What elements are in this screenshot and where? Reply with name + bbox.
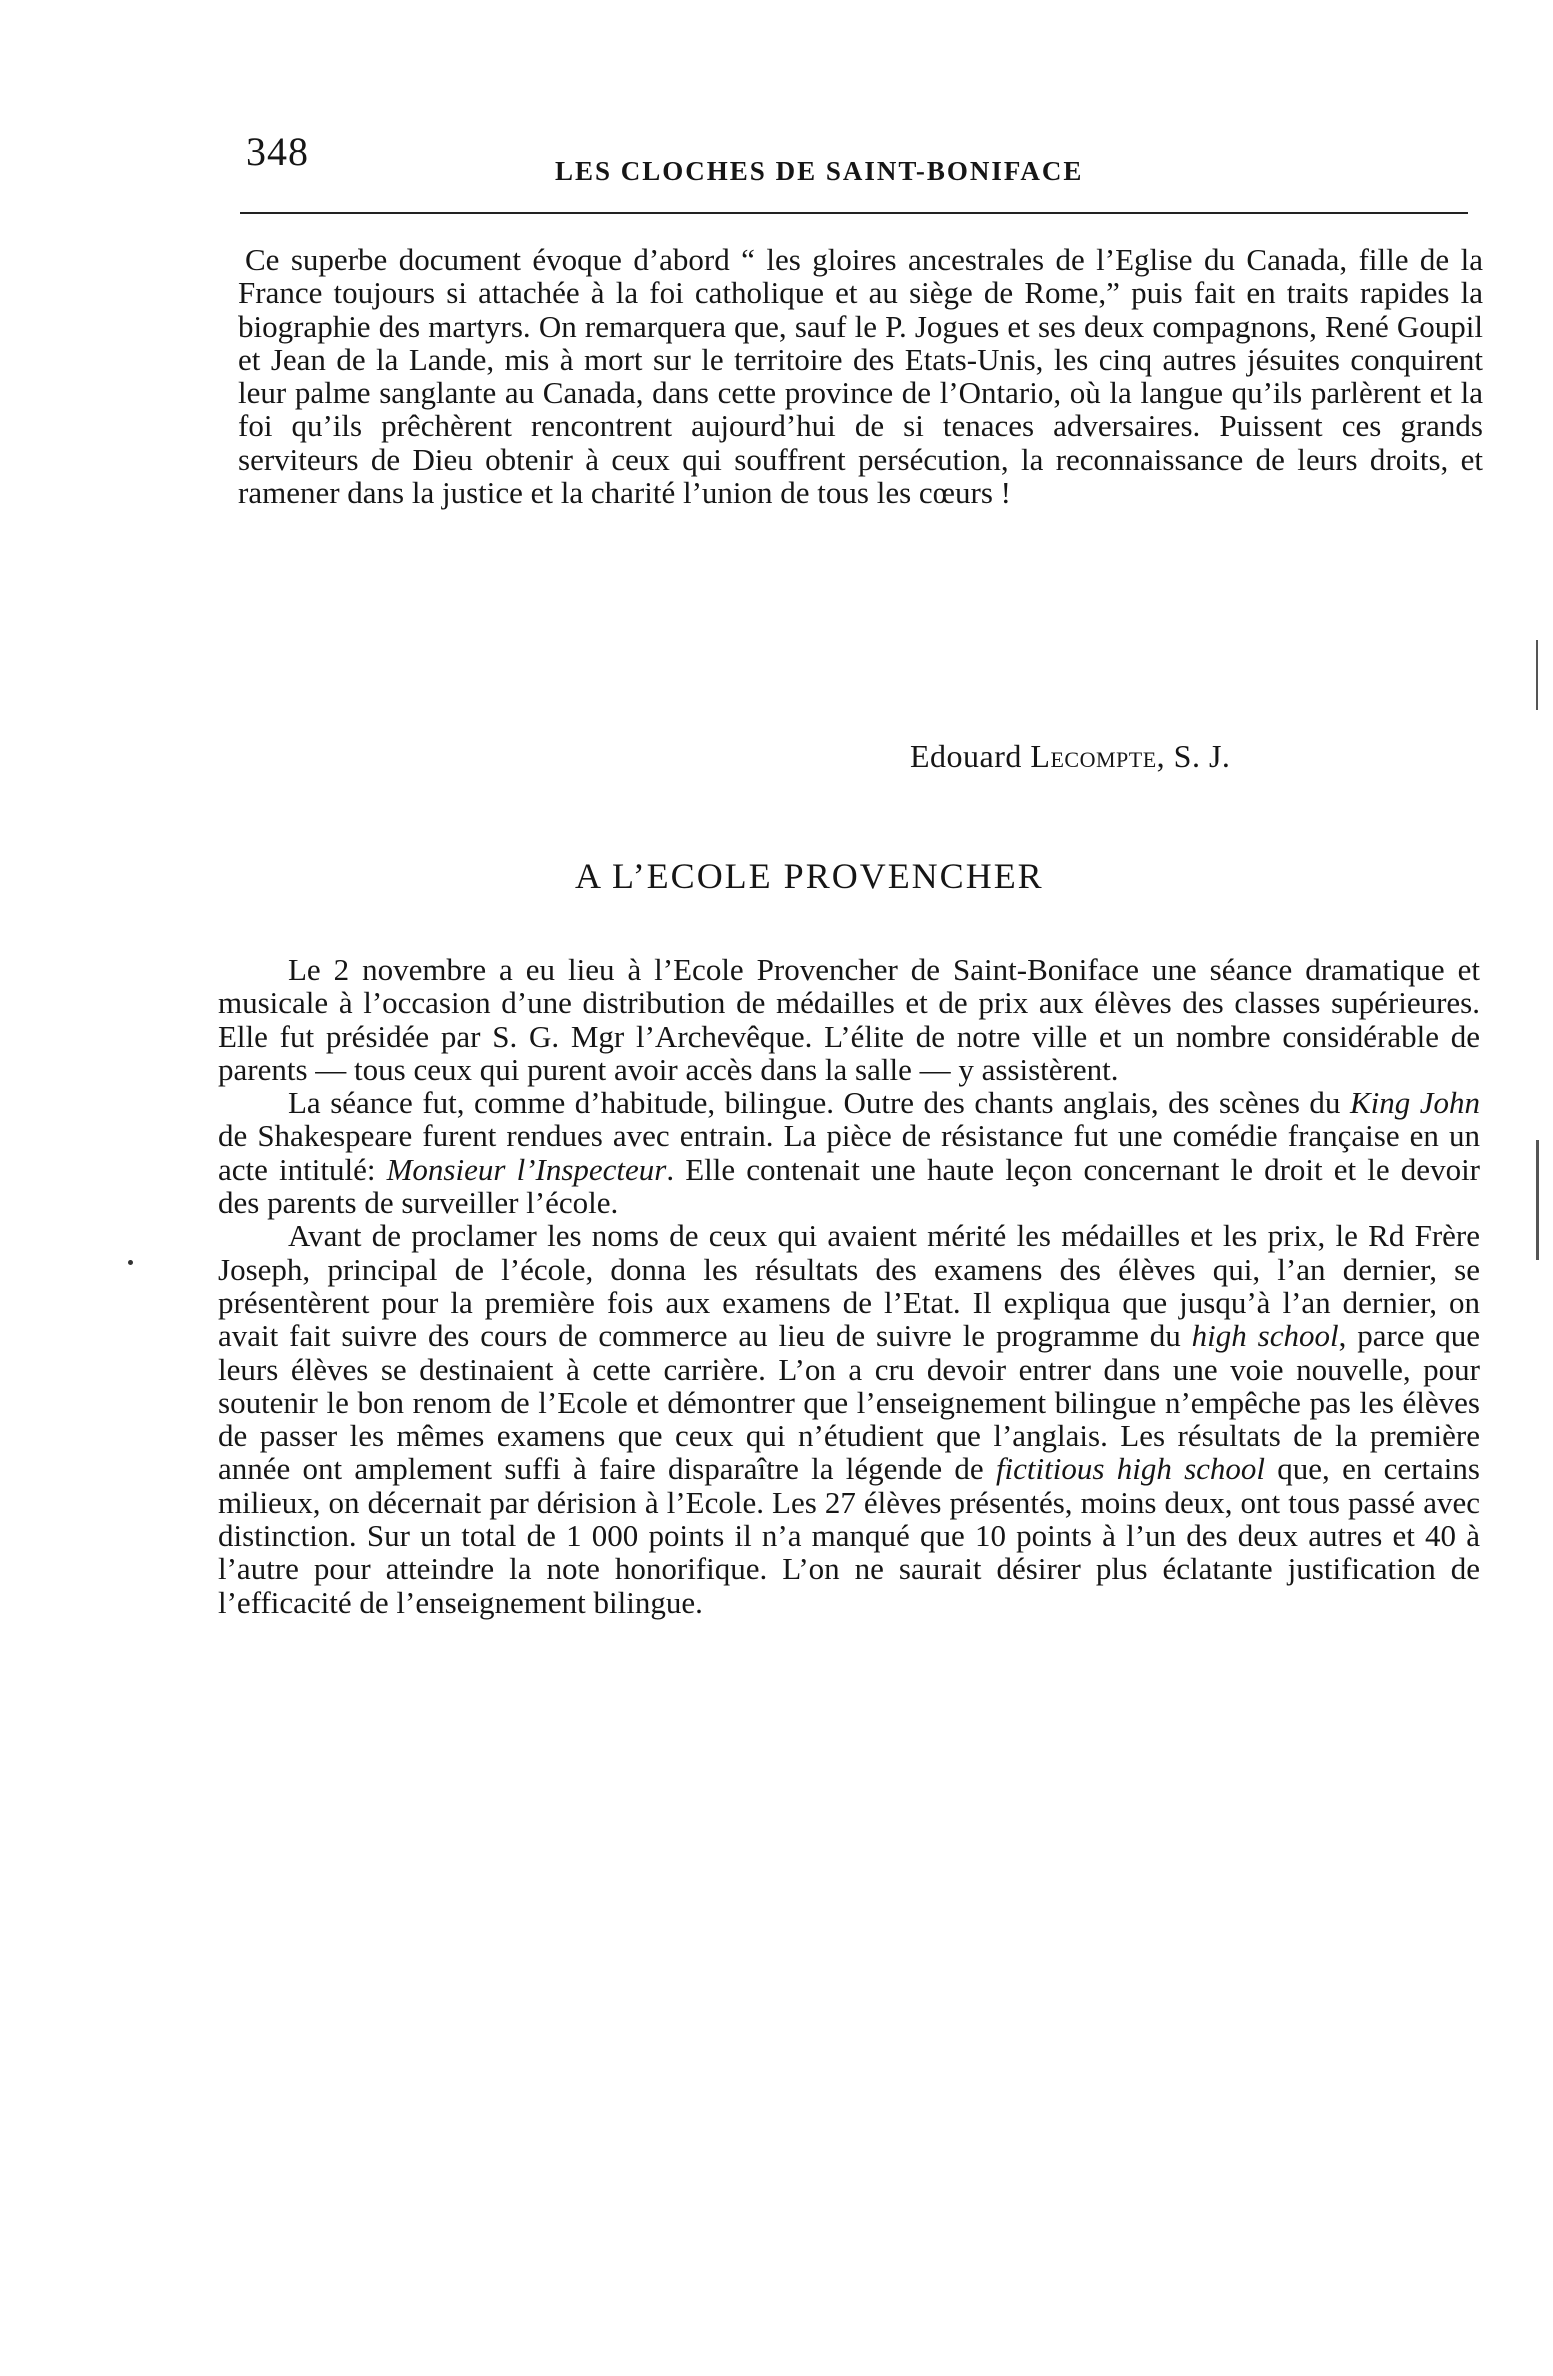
- play-title-king-john: King John: [1349, 1085, 1480, 1121]
- scan-edge-mark: [1536, 640, 1538, 710]
- article-two: [218, 953, 1480, 1619]
- signature-suffix: , S. J.: [1156, 738, 1231, 774]
- play-title-monsieur-inspecteur: Monsieur l’Inspecteur: [386, 1151, 667, 1187]
- section-title: A L’ECOLE PROVENCHER: [575, 856, 1044, 896]
- paragraph-2-text-2: de Shakespeare furent rendues avec entrain. La pièce de résistance fut une comédie française en un acte intitulé:: [218, 1118, 1480, 1187]
- italic-high-school: high school: [1191, 1318, 1339, 1354]
- page-number: 348: [246, 129, 309, 174]
- italic-fictitious-high-school: fictitious high school: [995, 1451, 1266, 1487]
- paragraph-2-text-1: La séance fut, comme d’habitude, bilingue. Outre des chants anglais, des scènes du: [288, 1085, 1350, 1121]
- paragraph-3-text-2: , parce que leurs élèves se destinaient à cette carrière. L’on a cru devoir entrer dans une voie nouvelle, pour soutenir le bon renom de l’Ecole et démontrer que l’enseignement bilingue n’empêche pas les élèves de passer les mêmes examens que ceux qui n’étudient que l’anglais. Les résultats de la première année ont amplement suffi à faire disparaître la légende de: [218, 1318, 1480, 1487]
- article-one: [238, 243, 1483, 509]
- article-two-paragraph-1: Le 2 novembre a eu lieu à l’Ecole Provencher de Saint-Boniface une séance dramatique et musicale à l’occasion d’une distribution de médailles et de prix aux élèves des classes supérieures. Elle fut présidée par S. G. Mgr l’Archevêque. L’élite de notre ville et un nombre considérable de parents — tous ceux qui purent avoir accès dans la salle — y assistèrent.: [218, 952, 1480, 1087]
- signature-first-name: Edouard: [910, 738, 1022, 774]
- signature-last-name: Lecompte: [1030, 738, 1157, 774]
- scan-speck: [128, 1260, 133, 1265]
- author-signature: [910, 738, 1230, 775]
- paragraph-3-text-1: Avant de proclamer les noms de ceux qui avaient mérité les médailles et les prix, le Rd Frère Joseph, principal de l’école, donna les résultats des examens des élèves qui, l’an dernier, se présentèrent pour la première fois aux examens de l’Etat. Il expliqua que jusqu’à l’an dernier, on avait fait suivre des cours de commerce au lieu de suivre le programme du: [218, 1218, 1480, 1354]
- paragraph-2-text-3: . Elle contenait une haute leçon concernant le droit et le devoir des parents de surveiller l’école.: [218, 1151, 1480, 1221]
- article-two-paragraph-3: [218, 1219, 1480, 1619]
- article-two-paragraph-2: [218, 1086, 1480, 1219]
- header-rule: [240, 212, 1468, 214]
- paragraph-3-text-3: que, en certains milieux, on décernait par dérision à l’Ecole. Les 27 élèves présentés, moins deux, ont tous passé avec distinction. Sur un total de 1 000 points il n’a manqué que 10 points à l’un des deux autres et 40 à l’autre pour atteindre la note honorifique. L’on ne saurait désirer plus éclatante justification de l’efficacité de l’enseignement bilingue.: [218, 1451, 1480, 1620]
- article-one-paragraph: Ce superbe document évoque d’abord “ les gloires ancestrales de l’Eglise du Canada, fille de la France toujours si attachée à la foi catholique et au siège de Rome,” puis fait en traits rapides la biographie des martyrs. On remarquera que, sauf le P. Jogues et ses deux compagnons, René Goupil et Jean de la Lande, mis à mort sur le territoire des Etats-Unis, les cinq autres jésuites conquirent leur palme sanglante au Canada, dans cette province de l’Ontario, où la langue qu’ils parlèrent et la foi qu’ils prêchèrent rencontrent aujourd’hui de si tenaces adversaires. Puissent ces grands serviteurs de Dieu obtenir à ceux qui souffrent persécution, la reconnaissance de leurs droits, et ramener dans la justice et la charité l’union de tous les cœurs !: [238, 242, 1483, 511]
- running-title: LES CLOCHES DE SAINT-BONIFACE: [555, 156, 1084, 186]
- scan-edge-mark: [1536, 1140, 1539, 1260]
- page-header: [240, 128, 1470, 188]
